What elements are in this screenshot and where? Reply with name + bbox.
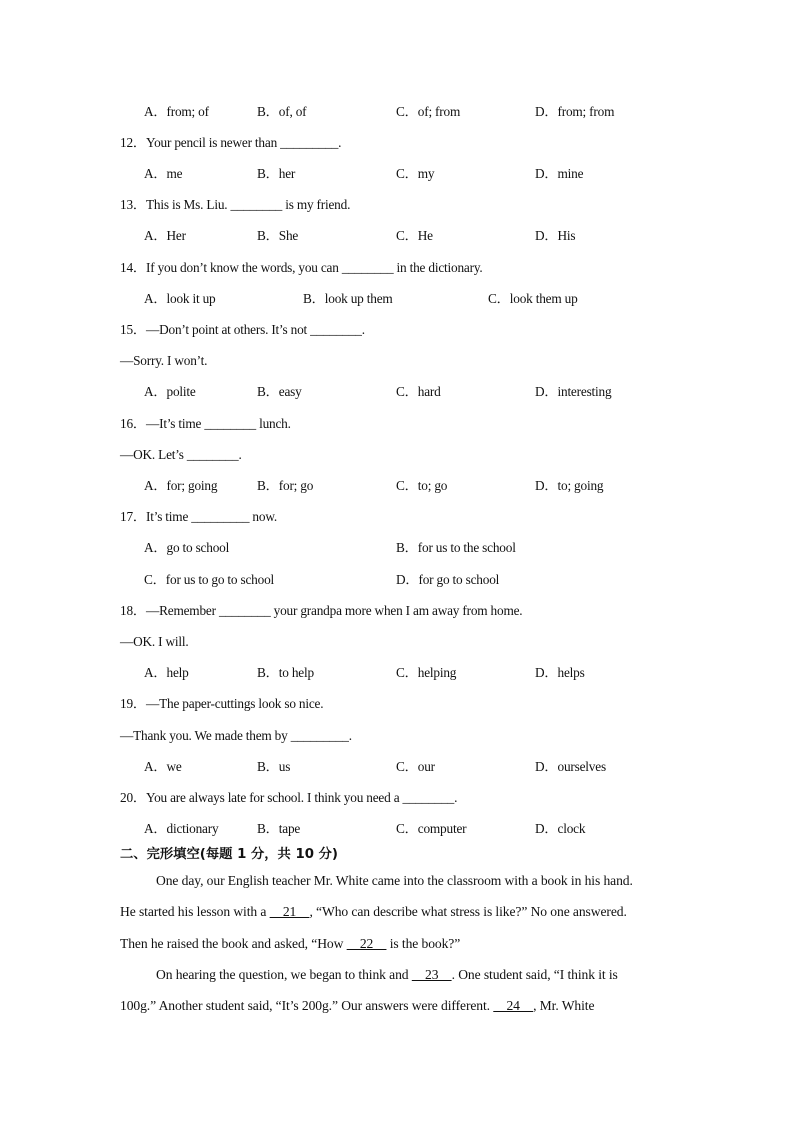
q15-stem: 15．—Don’t point at others. It’s not ________. [120,322,365,337]
q13-option-a[interactable]: A．Her [144,228,186,243]
q20-option-d[interactable]: D．clock [535,821,586,836]
cloze-p1-line1: One day, our English teacher Mr. White came into the classroom with a book in his hand. [156,873,633,888]
q12-option-d[interactable]: D．mine [535,166,584,181]
q19-stem: 19．—The paper-cuttings look so nice. [120,696,324,711]
q16-options [0,476,794,496]
q20-option-b[interactable]: B．tape [257,821,301,836]
q13-option-b[interactable]: B．She [257,228,299,243]
cloze-p1-line3-text-a: Then he raised the book and asked, “How [120,936,347,951]
q18-option-c[interactable]: C．helping [396,665,457,680]
cloze-p2-line2-text-a: 100g.” Another student said, “It’s 200g.” Our answers were different. [120,998,494,1013]
q17-stem: 17．It’s time _________ now. [120,509,277,524]
q19-option-b[interactable]: B．us [257,759,291,774]
q14-stem: 14．If you don’t know the words, you can ________ in the dictionary. [120,260,483,275]
q16-option-c[interactable]: C．to; go [396,478,448,493]
q11-option-b[interactable]: B．of, of [257,104,307,119]
q12-stem: 12．Your pencil is newer than _________. [120,135,342,150]
q18-option-d[interactable]: D．helps [535,665,585,680]
q13-stem: 13．This is Ms. Liu. ________ is my friend. [120,197,351,212]
q13-option-d[interactable]: D．His [535,228,576,243]
q19-option-c[interactable]: C．our [396,759,435,774]
q18-option-b[interactable]: B．to help [257,665,314,680]
q15-option-d[interactable]: D．interesting [535,384,612,399]
q18-stem: 18．—Remember ________ your grandpa more when I am away from home. [120,603,523,618]
q11-option-c[interactable]: C．of; from [396,104,461,119]
q14-option-a[interactable]: A．look it up [144,291,216,306]
q16-option-a[interactable]: A．for; going [144,478,218,493]
cloze-blank-21[interactable]: 21 [269,904,310,919]
cloze-p2-line2-text-b: , Mr. White [533,998,595,1013]
q16-stem: 16．—It’s time ________ lunch. [120,416,291,431]
cloze-p1-line2-text-a: He started his lesson with a [120,904,270,919]
q12-option-c[interactable]: C．my [396,166,435,181]
cloze-p1-line3 [120,934,460,954]
q17-option-d[interactable]: D．for go to school [396,572,500,587]
q18-option-a[interactable]: A．help [144,665,189,680]
q14-options [0,289,794,309]
q13-option-c[interactable]: C．He [396,228,433,243]
q14-option-b[interactable]: B．look up them [303,291,393,306]
q17-option-a[interactable]: A．go to school [144,540,230,555]
q15-option-b[interactable]: B．easy [257,384,302,399]
q17-option-b[interactable]: B．for us to the school [396,540,516,555]
q15-option-c[interactable]: C．hard [396,384,441,399]
q16-option-b[interactable]: B．for; go [257,478,314,493]
cloze-p2-line1-text-a: On hearing the question, we began to think and [156,967,412,982]
cloze-p1-line2 [120,902,627,922]
cloze-p1-line3-text-b: is the book?” [386,936,461,951]
q14-option-c[interactable]: C．look them up [488,291,578,306]
q16-option-d[interactable]: D．to; going [535,478,604,493]
q15-option-a[interactable]: A．polite [144,384,196,399]
q20-stem: 20．You are always late for school. I think you need a ________. [120,790,458,805]
q15-options [0,382,794,402]
q20-option-a[interactable]: A．dictionary [144,821,219,836]
q20-option-c[interactable]: C．computer [396,821,467,836]
q17-options-row2 [0,570,794,590]
q11-option-a[interactable]: A．from; of [144,104,209,119]
q16-reply: —OK. Let’s ________. [120,447,242,462]
q13-options [0,226,794,246]
q17-options-row1 [0,538,794,558]
q12-option-b[interactable]: B．her [257,166,296,181]
cloze-blank-24[interactable]: 24 [493,998,534,1013]
q11-option-d[interactable]: D．from; from [535,104,615,119]
cloze-p2-line1-text-b: . One student said, “I think it is [451,967,618,982]
q19-options [0,757,794,777]
q18-reply: —OK. I will. [120,634,189,649]
cloze-p1-line2-text-b: , “Who can describe what stress is like?” No one answered. [309,904,627,919]
cloze-blank-22[interactable]: 22 [346,936,387,951]
cloze-p2-line1 [156,965,618,985]
q17-option-c[interactable]: C．for us to go to school [144,572,275,587]
q18-options [0,663,794,683]
section-2-heading: 二、完形填空(每题 1 分，共 10 分) [120,847,338,862]
q11-options [0,102,794,122]
q20-options [0,819,794,839]
cloze-p2-line2 [120,996,594,1016]
q19-option-a[interactable]: A．we [144,759,182,774]
q19-option-d[interactable]: D．ourselves [535,759,606,774]
cloze-blank-23[interactable]: 23 [411,967,452,982]
q19-reply: —Thank you. We made them by _________. [120,728,352,743]
q12-options [0,164,794,184]
q12-option-a[interactable]: A．me [144,166,183,181]
q15-reply: —Sorry. I won’t. [120,353,208,368]
